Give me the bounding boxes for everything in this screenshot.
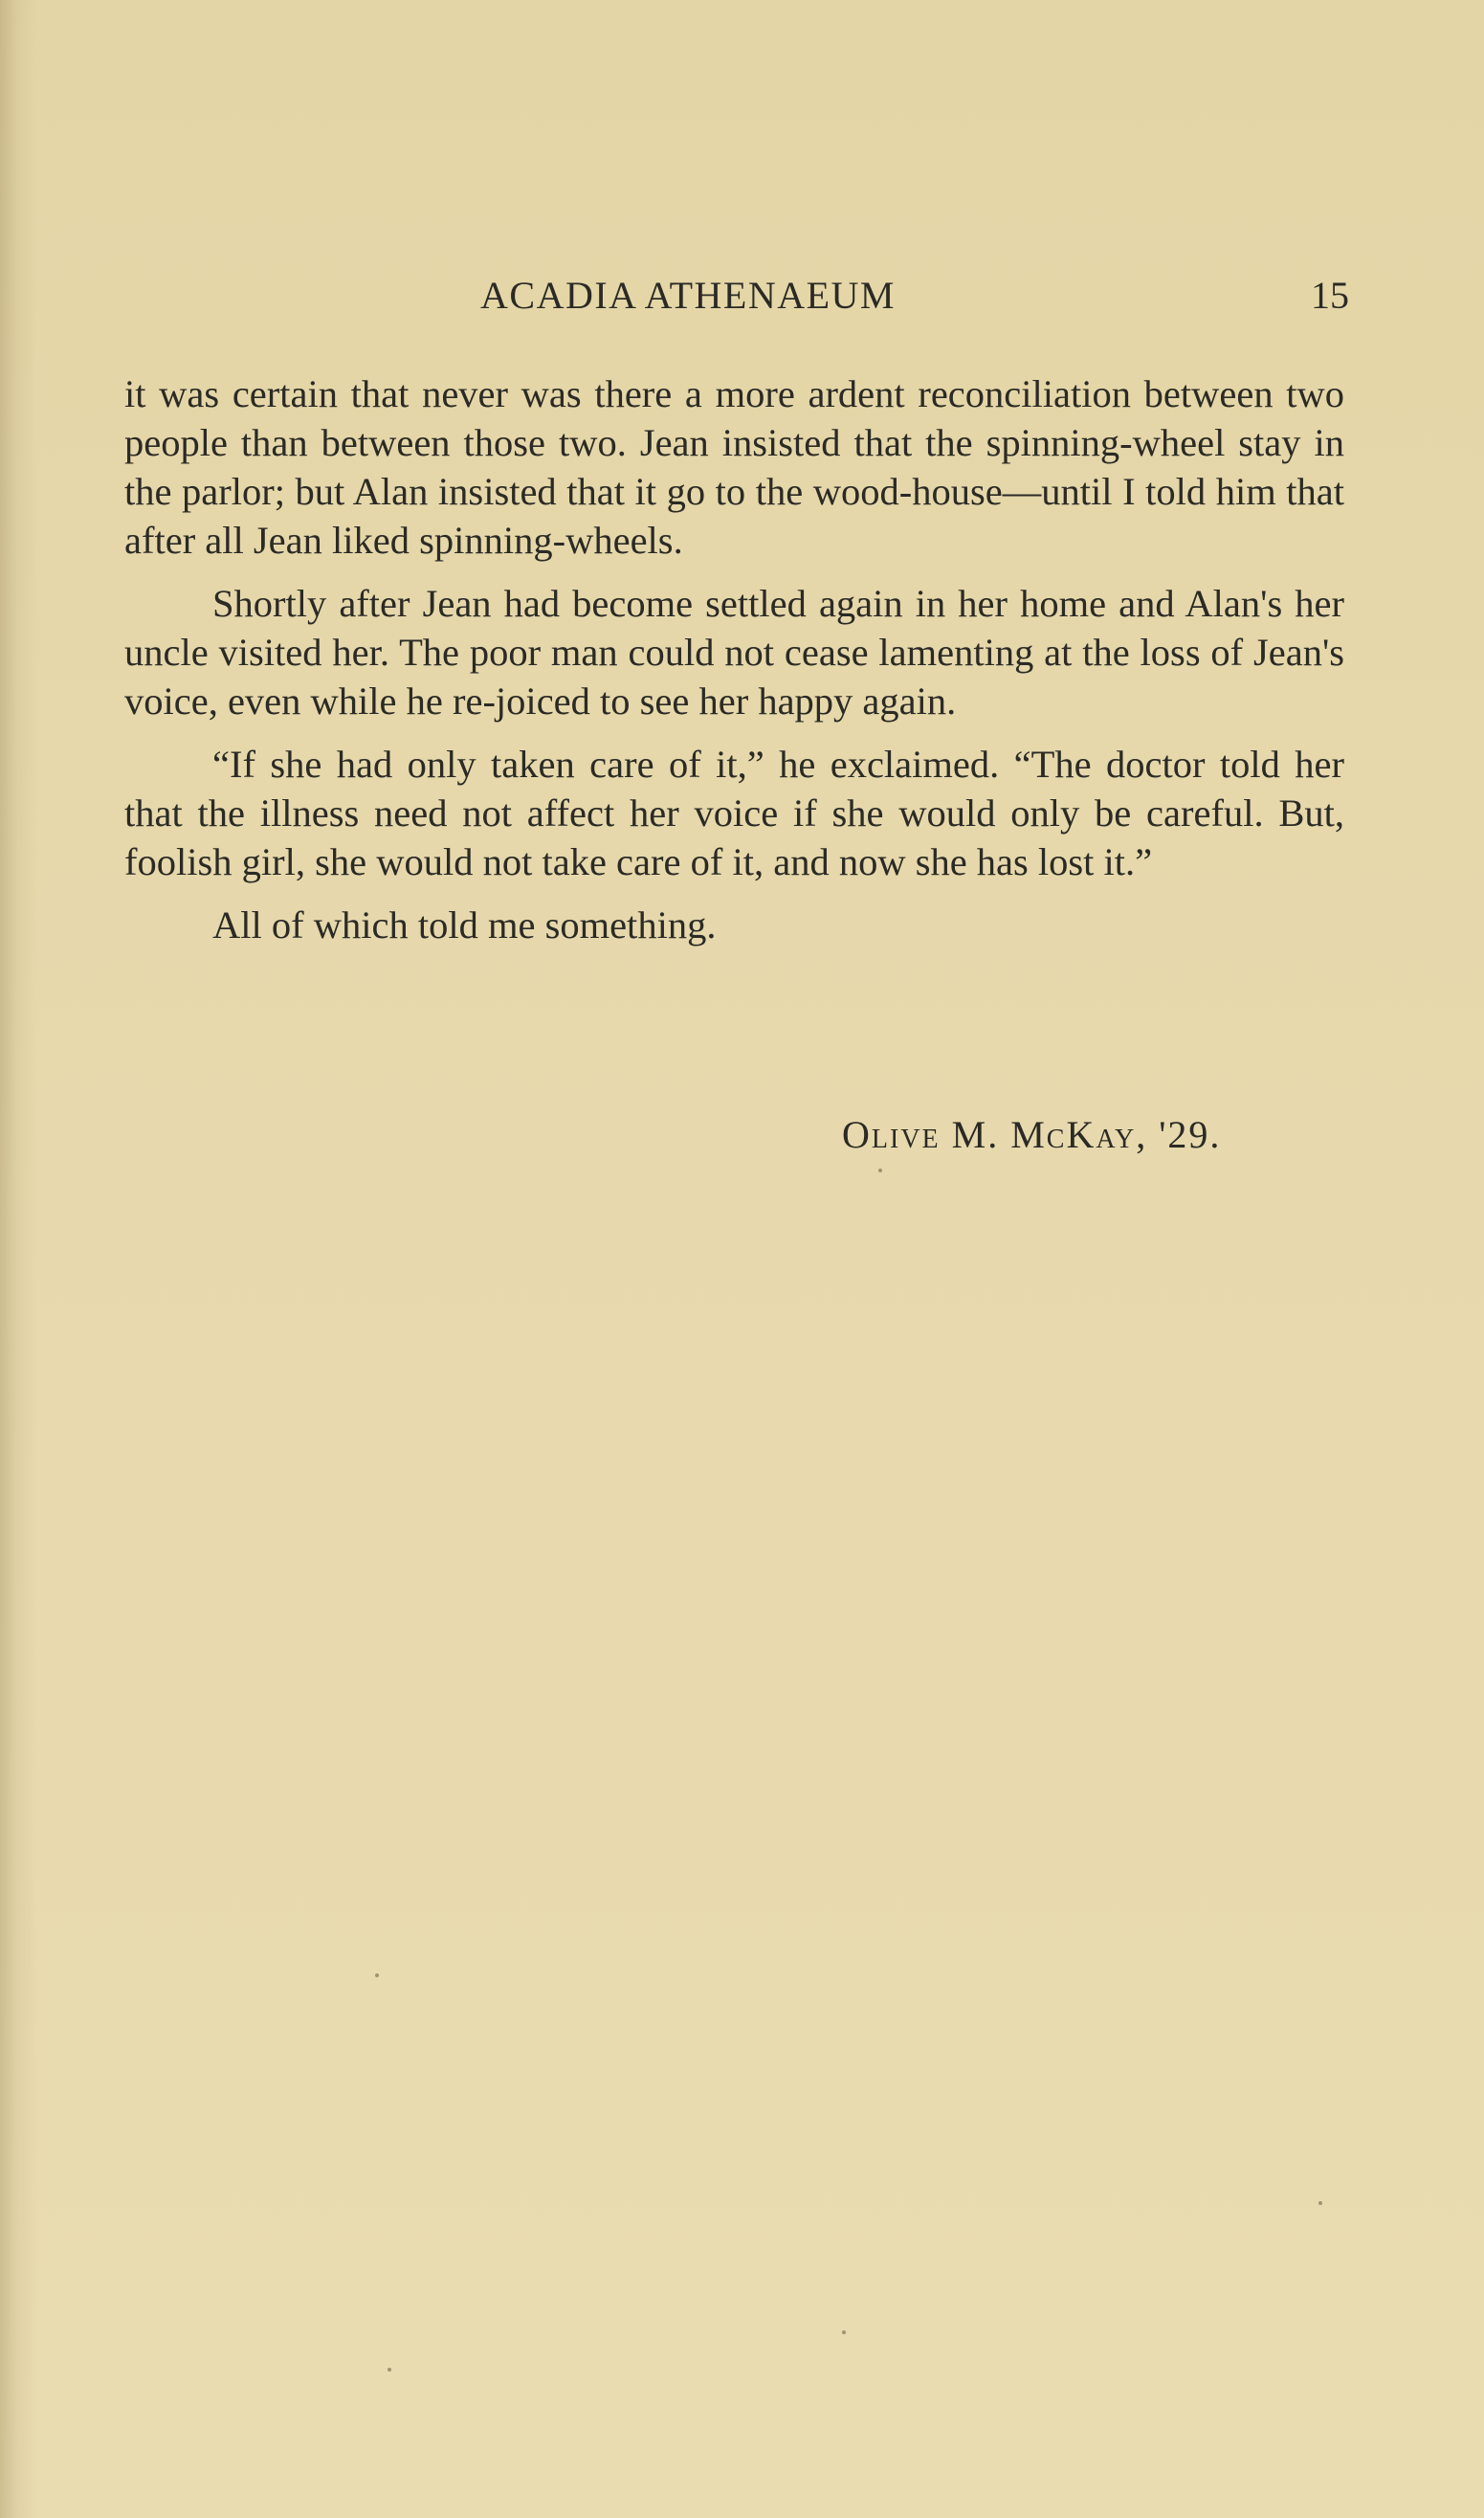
article-body bbox=[124, 369, 1344, 964]
paper-speck bbox=[1318, 2201, 1322, 2205]
paper-speck bbox=[878, 1169, 882, 1172]
paragraph: All of which told me something. bbox=[212, 903, 717, 947]
paragraph: Shortly after Jean had become settled again in her home and Alan's her uncle visited her. The poor man could not cease lamenting at the loss of Jean's voice, even while he re-joiced to see her happy again. bbox=[124, 582, 1344, 723]
paper-speck bbox=[842, 2330, 846, 2334]
paper-speck bbox=[375, 1973, 379, 1977]
page-header bbox=[124, 273, 1349, 330]
paragraph: it was certain that never was there a more ardent reconciliation between two people than between those two. Jean insisted that the spinning-wheel stay in the parlor; but Alan insisted that it go to the wood-house—until I told him that after all Jean liked spinning-wheels. bbox=[124, 372, 1344, 562]
author-signature: Olive M. McKay, '29. bbox=[842, 1113, 1222, 1156]
paper-speck bbox=[388, 2368, 391, 2372]
paragraph: “If she had only taken care of it,” he exclaimed. “The doctor told her that the illness need not affect her voice if she would only be careful. But, foolish girl, she would not take care of it, and now she has lost it.” bbox=[124, 743, 1344, 883]
running-title: ACADIA ATHENAEUM bbox=[480, 274, 896, 317]
page-number: 15 bbox=[1311, 274, 1349, 317]
